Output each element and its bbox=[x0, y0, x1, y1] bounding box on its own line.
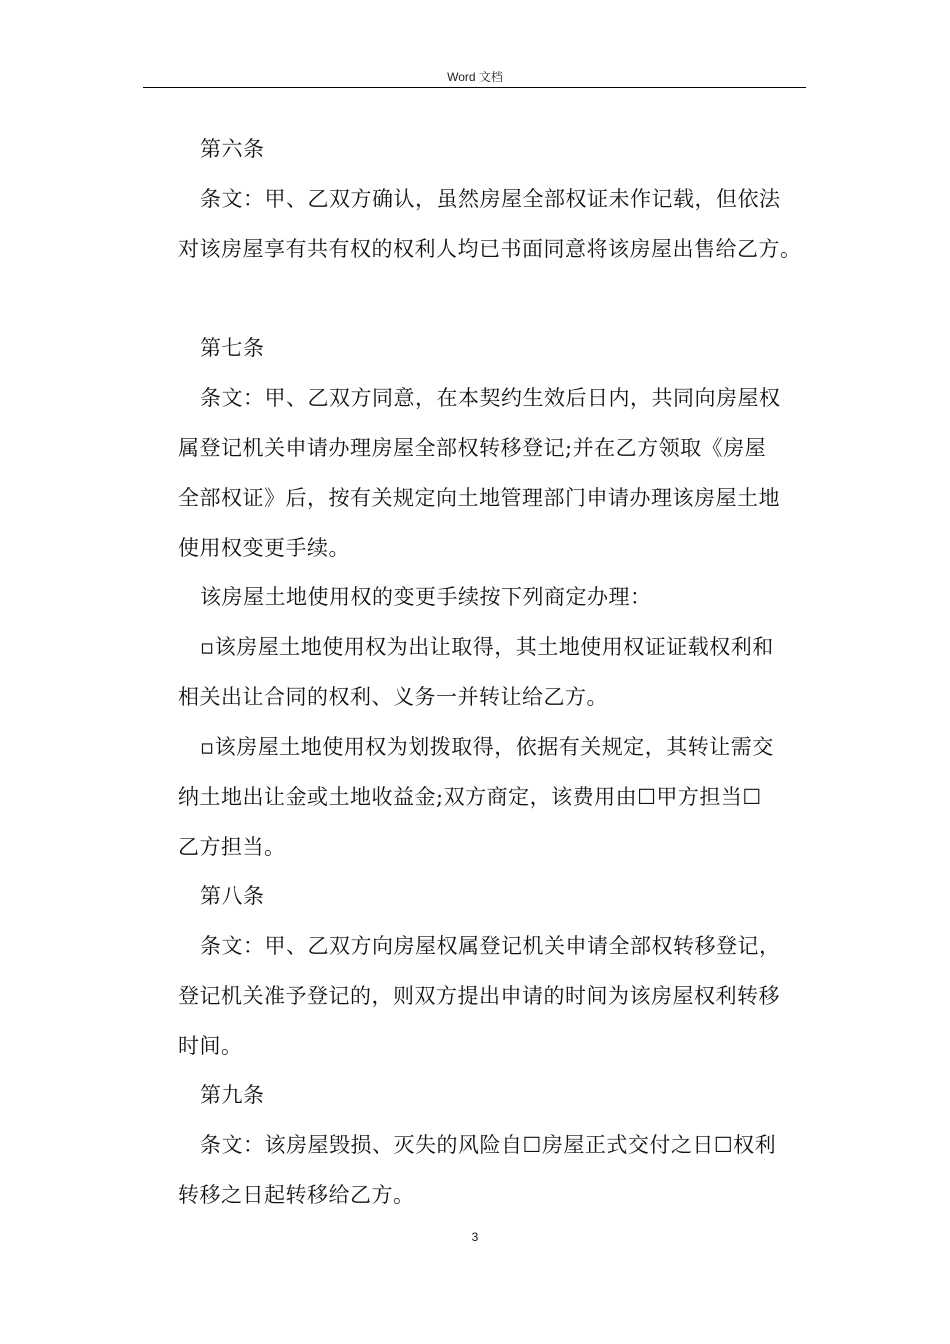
paragraph-line: 纳土地出让金或土地收益金;双方商定，该费用由☐甲方担当☐ bbox=[178, 785, 762, 809]
header-divider bbox=[143, 87, 806, 88]
checkbox-option-line: ▫该房屋土地使用权为出让取得，其土地使用权证证载权利和 bbox=[200, 635, 774, 659]
paragraph-line: 对该房屋享有共有权的权利人均已书面同意将该房屋出售给乙方。 bbox=[178, 237, 802, 261]
article-7-heading: 第七条 bbox=[200, 336, 265, 360]
page-number: 3 bbox=[471, 1230, 479, 1244]
paragraph-line: 条文：甲、乙双方确认，虽然房屋全部权证未作记载，但依法 bbox=[200, 187, 781, 211]
paragraph-line: 使用权变更手续。 bbox=[178, 536, 350, 560]
paragraph-line: 乙方担当。 bbox=[178, 835, 286, 859]
article-6-heading: 第六条 bbox=[200, 137, 265, 161]
paragraph-line: 相关出让合同的权利、义务一并转让给乙方。 bbox=[178, 685, 608, 709]
paragraph-line: 条文：该房屋毁损、灭失的风险自☐房屋正式交付之日☐权利 bbox=[200, 1133, 777, 1157]
paragraph-line: 转移之日起转移给乙方。 bbox=[178, 1183, 415, 1207]
article-8-heading: 第八条 bbox=[200, 884, 265, 908]
paragraph-line: 该房屋土地使用权的变更手续按下列商定办理： bbox=[200, 585, 652, 609]
article-9-heading: 第九条 bbox=[200, 1083, 265, 1107]
paragraph-line: 全部权证》后，按有关规定向土地管理部门申请办理该房屋土地 bbox=[178, 486, 780, 510]
checkbox-option-line: ▫该房屋土地使用权为划拨取得，依据有关规定，其转让需交 bbox=[200, 735, 774, 759]
paragraph-line: 属登记机关申请办理房屋全部权转移登记;并在乙方领取《房屋 bbox=[178, 436, 767, 460]
page-header: Word 文档 bbox=[447, 70, 503, 84]
paragraph-line: 条文：甲、乙双方向房屋权属登记机关申请全部权转移登记， bbox=[200, 934, 781, 958]
paragraph-line: 条文：甲、乙双方同意，在本契约生效后日内，共同向房屋权 bbox=[200, 386, 781, 410]
paragraph-line: 登记机关准予登记的，则双方提出申请的时间为该房屋权利转移 bbox=[178, 984, 780, 1008]
paragraph-line: 时间。 bbox=[178, 1034, 243, 1058]
